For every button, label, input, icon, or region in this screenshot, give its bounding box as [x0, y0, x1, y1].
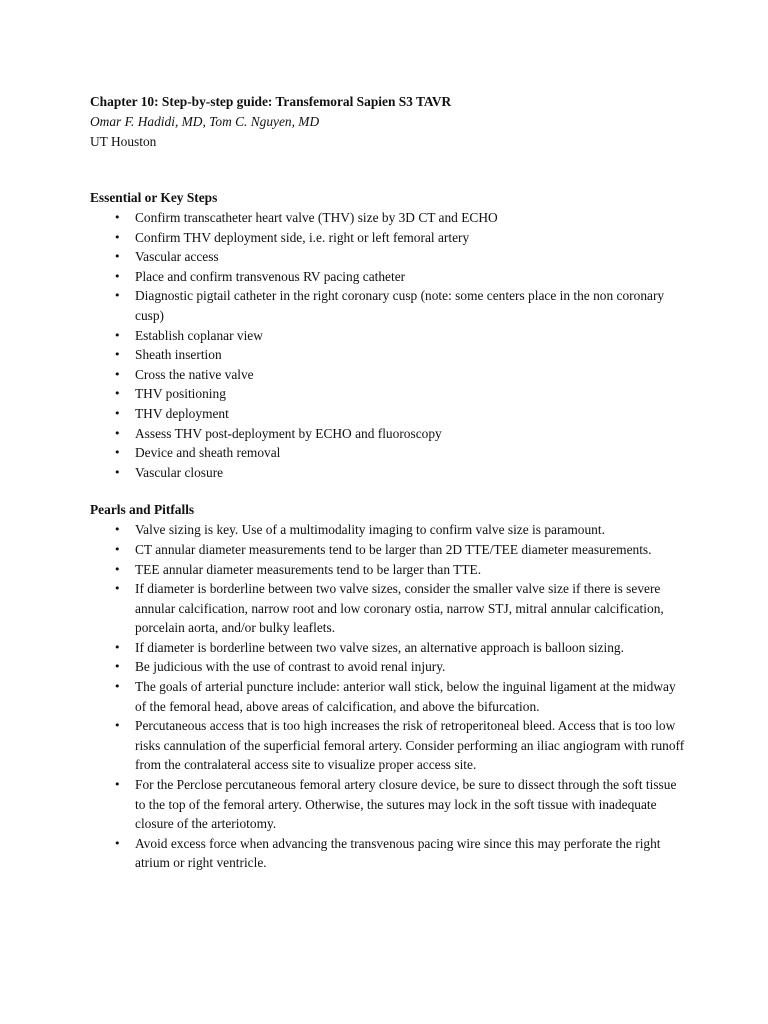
list-item-text: Cross the native valve — [135, 366, 254, 382]
list-item — [90, 286, 690, 325]
bullet-icon: • — [114, 446, 121, 460]
bullet-icon: • — [114, 328, 121, 342]
bullet-icon: • — [114, 289, 121, 303]
list-item-text: Avoid excess force when advancing the transvenous pacing wire since this may perforate the right atrium or right ventricle. — [135, 835, 661, 871]
list-item-text: Confirm transcatheter heart valve (THV) size by 3D CT and ECHO — [135, 210, 498, 225]
bullet-icon: • — [114, 660, 121, 674]
list-item — [90, 463, 690, 483]
list-item-text: Device and sheath removal — [135, 445, 281, 461]
list-item-text: If diameter is borderline between two valve sizes, an alternative approach is balloon sizing. — [135, 639, 624, 655]
chapter-title: Chapter 10: Step-by-step guide: Transfemoral Sapien S3 TAVR — [90, 94, 452, 109]
list-item-text: Sheath insertion — [135, 347, 222, 363]
list-item-text: For the Perclose percutaneous femoral artery closure device, be sure to dissect through the soft tissue to the top of the femoral artery. Otherwise, the sutures may lock in the soft tissue with inadequate closure of the arteriotomy. — [135, 777, 677, 832]
bullet-icon: • — [114, 778, 121, 792]
list-item — [90, 540, 690, 560]
list-item — [90, 345, 690, 365]
bullet-icon: • — [114, 250, 121, 264]
list-item-text: THV positioning — [135, 386, 226, 402]
list-item-text: Percutaneous access that is too high increases the risk of retroperitoneal bleed. Access that is too low risks cannulation of the superficial femoral artery. Consider performing an iliac angiogram with runoff from the contralateral access site to visualize proper access site. — [135, 718, 685, 773]
list-item — [90, 657, 690, 677]
list-item — [90, 404, 690, 424]
list-item-text: Assess THV post-deployment by ECHO and fluoroscopy — [135, 425, 442, 441]
bullet-icon: • — [114, 523, 121, 537]
bullet-icon: • — [114, 269, 121, 283]
bullet-icon: • — [114, 406, 121, 420]
list-item-text: THV deployment — [135, 405, 229, 421]
list-item-text: Diagnostic pigtail catheter in the right coronary cusp (note: some centers place in the non coronary cusp) — [135, 288, 665, 323]
list-item — [90, 834, 690, 873]
list-item-text: If diameter is borderline between two valve sizes, consider the smaller valve size if there is severe annular calcification, narrow root and low coronary ostia, narrow STJ, mitral annular calcification, porcelain aorta, and/or bulky leaflets. — [135, 581, 664, 636]
list-item — [90, 267, 690, 287]
document-page — [90, 92, 690, 873]
list-item — [90, 228, 690, 248]
list-item — [90, 424, 690, 444]
list-item-text: CT annular diameter measurements tend to be larger than 2D TTE/TEE diameter measurements. — [135, 541, 652, 557]
list-item — [90, 716, 690, 775]
list-item — [90, 520, 690, 540]
list-item — [90, 775, 690, 834]
list-item-text: Confirm THV deployment side, i.e. right or left femoral artery — [135, 229, 470, 245]
bullet-icon: • — [114, 230, 121, 244]
bullet-icon: • — [114, 680, 121, 694]
bullet-icon: • — [114, 348, 121, 362]
list-item-text: Vascular closure — [135, 464, 224, 480]
list-item — [90, 326, 690, 346]
pearls-list — [90, 520, 690, 873]
list-item — [90, 677, 690, 716]
list-item-text: Place and confirm transvenous RV pacing catheter — [135, 268, 406, 284]
chapter-affiliation: UT Houston — [90, 134, 157, 149]
list-item-text: Establish coplanar view — [135, 327, 263, 343]
list-item-text: Vascular access — [135, 249, 219, 265]
list-item — [90, 247, 690, 267]
bullet-icon: • — [114, 582, 121, 596]
bullet-icon: • — [114, 562, 121, 576]
bullet-icon: • — [114, 367, 121, 381]
bullet-icon: • — [114, 426, 121, 440]
bullet-icon: • — [114, 387, 121, 401]
bullet-icon: • — [114, 640, 121, 654]
list-item — [90, 579, 690, 638]
list-item-text: Valve sizing is key. Use of a multimodality imaging to confirm valve size is paramount. — [135, 522, 605, 538]
bullet-icon: • — [114, 211, 121, 224]
list-item-text: TEE annular diameter measurements tend to be larger than TTE. — [135, 561, 482, 577]
list-item — [90, 443, 690, 463]
list-item — [90, 208, 690, 228]
list-item — [90, 560, 690, 580]
bullet-icon: • — [114, 465, 121, 479]
essential-steps-heading: Essential or Key Steps — [90, 190, 218, 205]
bullet-icon: • — [114, 836, 121, 850]
list-item-text: The goals of arterial puncture include: anterior wall stick, below the inguinal ligament at the midway of the femoral head, above areas of calcification, and above the bifurcation. — [135, 679, 676, 714]
bullet-icon: • — [114, 542, 121, 556]
list-item — [90, 384, 690, 404]
bullet-icon: • — [114, 719, 121, 733]
essential-steps-list — [90, 208, 690, 482]
list-item-text: Be judicious with the use of contrast to avoid renal injury. — [135, 659, 446, 675]
list-item — [90, 365, 690, 385]
pearls-heading: Pearls and Pitfalls — [90, 502, 195, 518]
chapter-authors: Omar F. Hadidi, MD, Tom C. Nguyen, MD — [90, 114, 320, 129]
list-item — [90, 638, 690, 658]
